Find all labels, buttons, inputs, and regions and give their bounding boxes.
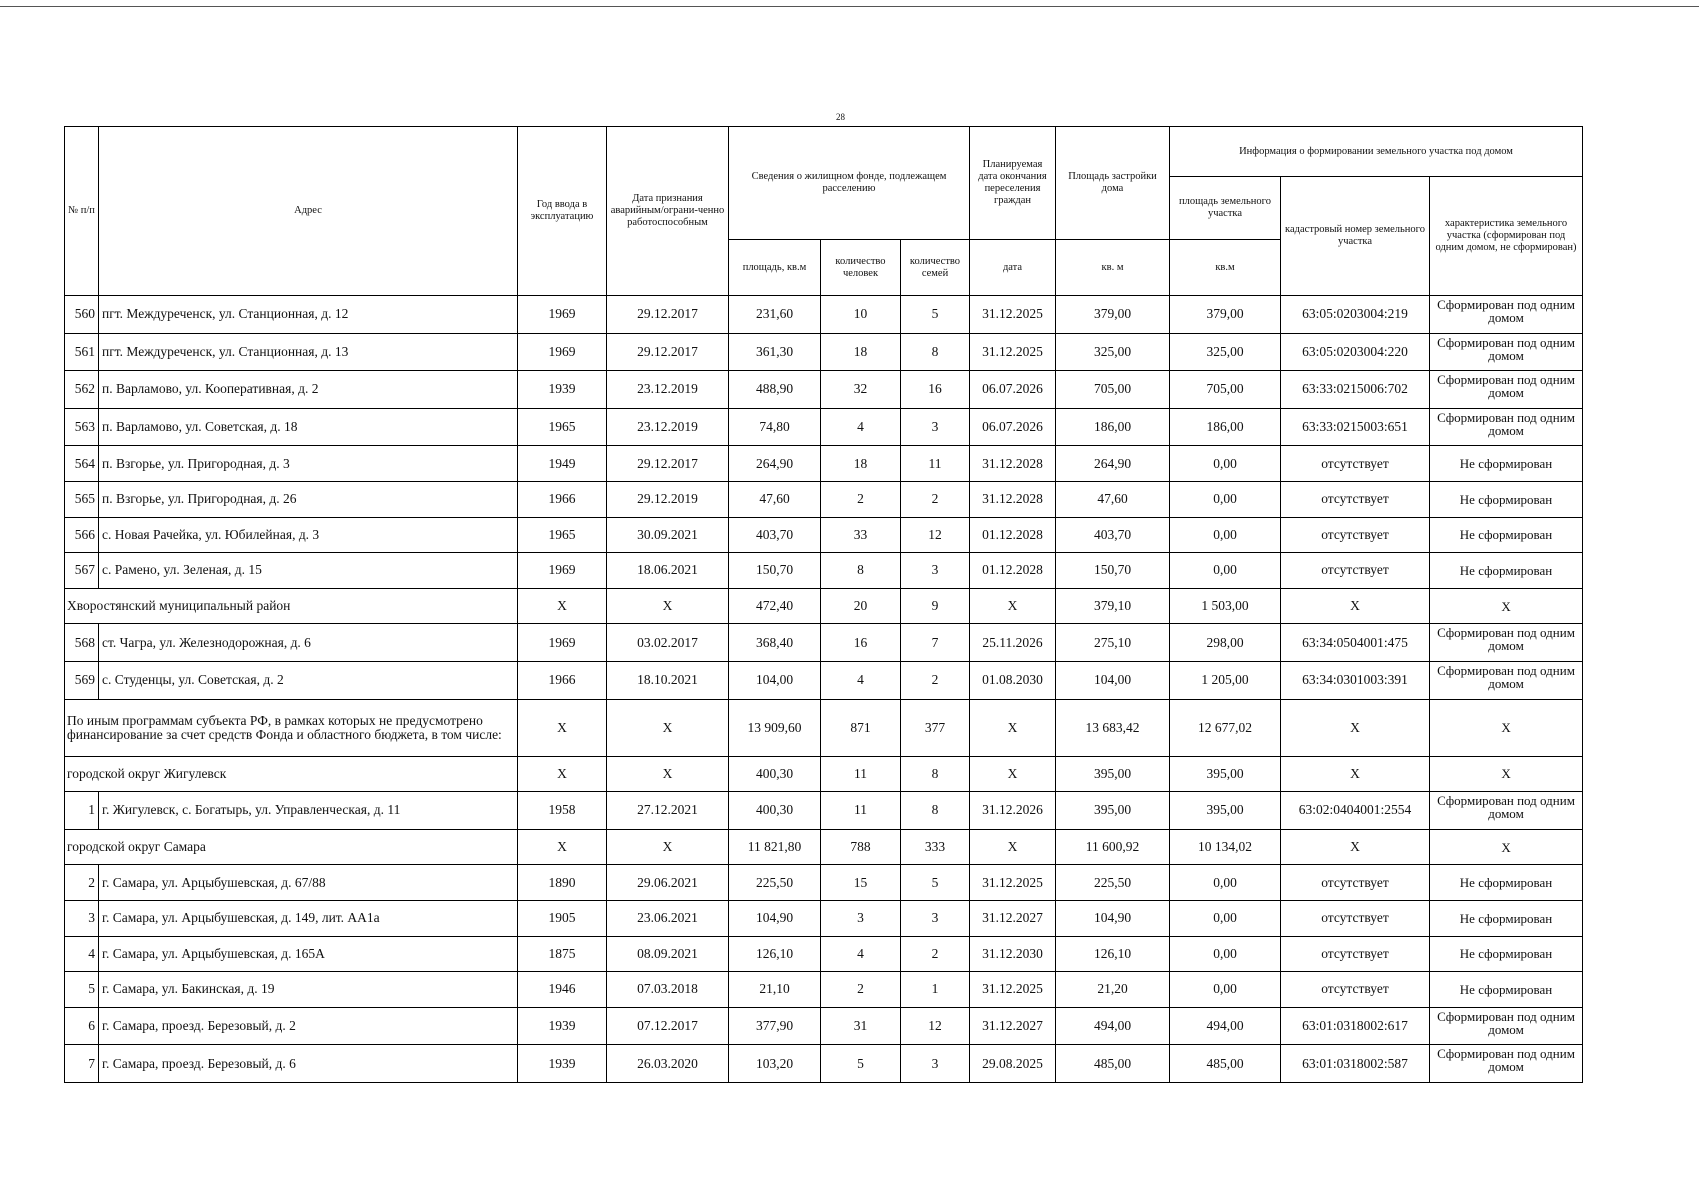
table-row	[65, 792, 1583, 830]
planned-date-cell: 31.12.2030	[970, 936, 1056, 972]
address-cell: п. Взгорье, ул. Пригородная, д. 26	[99, 481, 518, 517]
date-recognition-cell: 18.06.2021	[607, 553, 729, 589]
characteristic-cell: Сформирован под одним домом	[1430, 333, 1583, 371]
year-cell: 1949	[518, 446, 607, 482]
year-cell: X	[518, 699, 607, 756]
row-number: 565	[65, 481, 99, 517]
area-cell: 150,70	[729, 553, 821, 589]
characteristic-cell: Сформирован под одним домом	[1430, 792, 1583, 830]
cadastral-cell: X	[1281, 588, 1430, 624]
year-cell: 1939	[518, 1007, 607, 1045]
address-cell: п. Взгорье, ул. Пригородная, д. 3	[99, 446, 518, 482]
families-cell: 12	[901, 517, 970, 553]
building-area-cell: 275,10	[1056, 624, 1170, 662]
families-cell: 5	[901, 865, 970, 901]
families-cell: 8	[901, 792, 970, 830]
area-cell: 225,50	[729, 865, 821, 901]
land-area-cell: 0,00	[1170, 936, 1281, 972]
area-cell: 400,30	[729, 792, 821, 830]
address-cell: ст. Чагра, ул. Железнодорожная, д. 6	[99, 624, 518, 662]
year-cell: 1969	[518, 624, 607, 662]
date-recognition-cell: 07.12.2017	[607, 1007, 729, 1045]
header-families: количество семей	[901, 240, 970, 296]
people-cell: 5	[821, 1045, 901, 1083]
row-number: 568	[65, 624, 99, 662]
building-area-cell: 395,00	[1056, 792, 1170, 830]
table-header	[65, 127, 1583, 296]
planned-date-cell: 31.12.2028	[970, 446, 1056, 482]
year-cell: X	[518, 756, 607, 792]
building-area-cell: 11 600,92	[1056, 829, 1170, 865]
area-cell: 472,40	[729, 588, 821, 624]
cadastral-cell: отсутствует	[1281, 517, 1430, 553]
planned-date-cell: 25.11.2026	[970, 624, 1056, 662]
cadastral-cell: X	[1281, 699, 1430, 756]
year-cell: 1875	[518, 936, 607, 972]
characteristic-cell: Сформирован под одним домом	[1430, 371, 1583, 409]
cadastral-cell: отсутствует	[1281, 900, 1430, 936]
year-cell: 1969	[518, 333, 607, 371]
characteristic-cell: Сформирован под одним домом	[1430, 296, 1583, 334]
people-cell: 18	[821, 333, 901, 371]
people-cell: 18	[821, 446, 901, 482]
row-number: 562	[65, 371, 99, 409]
area-cell: 488,90	[729, 371, 821, 409]
cadastral-cell: 63:01:0318002:617	[1281, 1007, 1430, 1045]
planned-date-cell: 06.07.2026	[970, 408, 1056, 446]
families-cell: 2	[901, 936, 970, 972]
cadastral-cell: 63:01:0318002:587	[1281, 1045, 1430, 1083]
characteristic-cell: X	[1430, 699, 1583, 756]
planned-date-cell: X	[970, 699, 1056, 756]
address-cell: п. Варламово, ул. Советская, д. 18	[99, 408, 518, 446]
building-area-cell: 104,00	[1056, 661, 1170, 699]
families-cell: 2	[901, 481, 970, 517]
table-row	[65, 408, 1583, 446]
cadastral-cell: 63:05:0203004:219	[1281, 296, 1430, 334]
row-number: 1	[65, 792, 99, 830]
land-area-cell: 12 677,02	[1170, 699, 1281, 756]
section-row	[65, 756, 1583, 792]
area-cell: 103,20	[729, 1045, 821, 1083]
families-cell: 1	[901, 972, 970, 1008]
section-label: По иным программам субъекта РФ, в рамках которых не предусмотрено финансирование за счет средств Фонда и областного бюджета, в том числе:	[65, 699, 518, 756]
people-cell: 3	[821, 900, 901, 936]
people-cell: 2	[821, 481, 901, 517]
row-number: 560	[65, 296, 99, 334]
address-cell: г. Самара, ул. Арцыбушевская, д. 165А	[99, 936, 518, 972]
row-number: 566	[65, 517, 99, 553]
date-recognition-cell: 29.12.2017	[607, 446, 729, 482]
land-area-cell: 1 503,00	[1170, 588, 1281, 624]
section-row	[65, 829, 1583, 865]
building-area-cell: 379,10	[1056, 588, 1170, 624]
cadastral-cell: отсутствует	[1281, 553, 1430, 589]
year-cell: 1905	[518, 900, 607, 936]
characteristic-cell: Не сформирован	[1430, 936, 1583, 972]
row-number: 7	[65, 1045, 99, 1083]
table-row	[65, 972, 1583, 1008]
address-cell: с. Рамено, ул. Зеленая, д. 15	[99, 553, 518, 589]
families-cell: 3	[901, 408, 970, 446]
building-area-cell: 403,70	[1056, 517, 1170, 553]
people-cell: 8	[821, 553, 901, 589]
planned-date-cell: 31.12.2026	[970, 792, 1056, 830]
row-number: 6	[65, 1007, 99, 1045]
header-land-unit: кв.м	[1170, 240, 1281, 296]
planned-date-cell: X	[970, 756, 1056, 792]
date-recognition-cell: 23.06.2021	[607, 900, 729, 936]
table-row	[65, 517, 1583, 553]
area-cell: 104,90	[729, 900, 821, 936]
planned-date-cell: 31.12.2025	[970, 865, 1056, 901]
planned-date-cell: 31.12.2025	[970, 972, 1056, 1008]
characteristic-cell: Не сформирован	[1430, 900, 1583, 936]
land-area-cell: 10 134,02	[1170, 829, 1281, 865]
header-date-recognition: Дата признания аварийным/ограни-ченно работоспособным	[607, 127, 729, 296]
area-cell: 368,40	[729, 624, 821, 662]
year-cell: 1969	[518, 296, 607, 334]
families-cell: 5	[901, 296, 970, 334]
row-number: 563	[65, 408, 99, 446]
cadastral-cell: 63:33:0215006:702	[1281, 371, 1430, 409]
address-cell: с. Новая Рачейка, ул. Юбилейная, д. 3	[99, 517, 518, 553]
characteristic-cell: Сформирован под одним домом	[1430, 408, 1583, 446]
characteristic-cell: X	[1430, 756, 1583, 792]
table-row	[65, 1045, 1583, 1083]
section-label: городской округ Жигулевск	[65, 756, 518, 792]
date-recognition-cell: X	[607, 756, 729, 792]
land-area-cell: 705,00	[1170, 371, 1281, 409]
characteristic-cell: Не сформирован	[1430, 553, 1583, 589]
address-cell: г. Самара, проезд. Березовый, д. 2	[99, 1007, 518, 1045]
families-cell: 377	[901, 699, 970, 756]
planned-date-cell: 31.12.2027	[970, 1007, 1056, 1045]
families-cell: 3	[901, 900, 970, 936]
row-number: 569	[65, 661, 99, 699]
land-area-cell: 0,00	[1170, 517, 1281, 553]
building-area-cell: 126,10	[1056, 936, 1170, 972]
people-cell: 11	[821, 792, 901, 830]
people-cell: 16	[821, 624, 901, 662]
families-cell: 8	[901, 333, 970, 371]
cadastral-cell: 63:34:0301003:391	[1281, 661, 1430, 699]
year-cell: X	[518, 588, 607, 624]
header-year: Год ввода в эксплуатацию	[518, 127, 607, 296]
row-number: 3	[65, 900, 99, 936]
families-cell: 3	[901, 1045, 970, 1083]
characteristic-cell: X	[1430, 588, 1583, 624]
land-area-cell: 395,00	[1170, 792, 1281, 830]
date-recognition-cell: 30.09.2021	[607, 517, 729, 553]
building-area-cell: 21,20	[1056, 972, 1170, 1008]
area-cell: 403,70	[729, 517, 821, 553]
planned-date-cell: 01.12.2028	[970, 517, 1056, 553]
building-area-cell: 186,00	[1056, 408, 1170, 446]
date-recognition-cell: 07.03.2018	[607, 972, 729, 1008]
date-recognition-cell: 08.09.2021	[607, 936, 729, 972]
families-cell: 16	[901, 371, 970, 409]
row-number: 567	[65, 553, 99, 589]
building-area-cell: 264,90	[1056, 446, 1170, 482]
address-cell: п. Варламово, ул. Кооперативная, д. 2	[99, 371, 518, 409]
families-cell: 333	[901, 829, 970, 865]
table-body	[65, 296, 1583, 1083]
area-cell: 400,30	[729, 756, 821, 792]
row-number: 561	[65, 333, 99, 371]
building-area-cell: 705,00	[1056, 371, 1170, 409]
year-cell: 1939	[518, 371, 607, 409]
cadastral-cell: X	[1281, 829, 1430, 865]
people-cell: 10	[821, 296, 901, 334]
area-cell: 74,80	[729, 408, 821, 446]
row-number: 2	[65, 865, 99, 901]
header-characteristic: характеристика земельного участка (сформирован под одним домом, не сформирован)	[1430, 177, 1583, 296]
resettlement-table	[64, 126, 1583, 1083]
header-date: дата	[970, 240, 1056, 296]
header-building-unit: кв. м	[1056, 240, 1170, 296]
characteristic-cell: Не сформирован	[1430, 972, 1583, 1008]
date-recognition-cell: X	[607, 699, 729, 756]
land-area-cell: 485,00	[1170, 1045, 1281, 1083]
building-area-cell: 395,00	[1056, 756, 1170, 792]
header-area-sqm: площадь, кв.м	[729, 240, 821, 296]
families-cell: 11	[901, 446, 970, 482]
page-number: 28	[836, 112, 845, 122]
cadastral-cell: 63:34:0504001:475	[1281, 624, 1430, 662]
planned-date-cell: 01.12.2028	[970, 553, 1056, 589]
land-area-cell: 325,00	[1170, 333, 1281, 371]
characteristic-cell: Сформирован под одним домом	[1430, 1007, 1583, 1045]
planned-date-cell: 01.08.2030	[970, 661, 1056, 699]
address-cell: с. Студенцы, ул. Советская, д. 2	[99, 661, 518, 699]
header-address: Адрес	[99, 127, 518, 296]
table-row	[65, 661, 1583, 699]
table-row	[65, 624, 1583, 662]
building-area-cell: 47,60	[1056, 481, 1170, 517]
date-recognition-cell: 03.02.2017	[607, 624, 729, 662]
date-recognition-cell: X	[607, 588, 729, 624]
table-row	[65, 371, 1583, 409]
land-area-cell: 298,00	[1170, 624, 1281, 662]
area-cell: 47,60	[729, 481, 821, 517]
cadastral-cell: отсутствует	[1281, 446, 1430, 482]
date-recognition-cell: 29.06.2021	[607, 865, 729, 901]
year-cell: 1958	[518, 792, 607, 830]
people-cell: 20	[821, 588, 901, 624]
families-cell: 7	[901, 624, 970, 662]
cadastral-cell: X	[1281, 756, 1430, 792]
cadastral-cell: отсутствует	[1281, 972, 1430, 1008]
planned-date-cell: 31.12.2025	[970, 333, 1056, 371]
year-cell: 1890	[518, 865, 607, 901]
land-area-cell: 0,00	[1170, 481, 1281, 517]
section-row	[65, 699, 1583, 756]
table-row	[65, 333, 1583, 371]
row-number: 564	[65, 446, 99, 482]
land-area-cell: 379,00	[1170, 296, 1281, 334]
date-recognition-cell: 23.12.2019	[607, 371, 729, 409]
people-cell: 32	[821, 371, 901, 409]
table-row	[65, 446, 1583, 482]
year-cell: 1966	[518, 481, 607, 517]
families-cell: 2	[901, 661, 970, 699]
year-cell: 1946	[518, 972, 607, 1008]
planned-date-cell: 06.07.2026	[970, 371, 1056, 409]
cadastral-cell: отсутствует	[1281, 865, 1430, 901]
address-cell: г. Жигулевск, с. Богатырь, ул. Управленческая, д. 11	[99, 792, 518, 830]
families-cell: 12	[901, 1007, 970, 1045]
people-cell: 4	[821, 661, 901, 699]
land-area-cell: 0,00	[1170, 900, 1281, 936]
land-area-cell: 0,00	[1170, 972, 1281, 1008]
characteristic-cell: Сформирован под одним домом	[1430, 624, 1583, 662]
building-area-cell: 325,00	[1056, 333, 1170, 371]
date-recognition-cell: 23.12.2019	[607, 408, 729, 446]
people-cell: 11	[821, 756, 901, 792]
area-cell: 11 821,80	[729, 829, 821, 865]
area-cell: 21,10	[729, 972, 821, 1008]
planned-date-cell: 29.08.2025	[970, 1045, 1056, 1083]
year-cell: 1939	[518, 1045, 607, 1083]
table-row	[65, 900, 1583, 936]
people-cell: 2	[821, 972, 901, 1008]
table-row	[65, 1007, 1583, 1045]
land-area-cell: 0,00	[1170, 865, 1281, 901]
area-cell: 13 909,60	[729, 699, 821, 756]
building-area-cell: 104,90	[1056, 900, 1170, 936]
cadastral-cell: 63:05:0203004:220	[1281, 333, 1430, 371]
people-cell: 15	[821, 865, 901, 901]
section-label: городской округ Самара	[65, 829, 518, 865]
address-cell: г. Самара, ул. Арцыбушевская, д. 149, лит. АА1а	[99, 900, 518, 936]
address-cell: г. Самара, ул. Бакинская, д. 19	[99, 972, 518, 1008]
building-area-cell: 494,00	[1056, 1007, 1170, 1045]
address-cell: пгт. Междуреченск, ул. Станционная, д. 13	[99, 333, 518, 371]
area-cell: 361,30	[729, 333, 821, 371]
land-area-cell: 0,00	[1170, 553, 1281, 589]
address-cell: пгт. Междуреченск, ул. Станционная, д. 12	[99, 296, 518, 334]
cadastral-cell: 63:33:0215003:651	[1281, 408, 1430, 446]
year-cell: 1965	[518, 408, 607, 446]
year-cell: X	[518, 829, 607, 865]
people-cell: 788	[821, 829, 901, 865]
header-housing-group: Сведения о жилищном фонде, подлежащем расселению	[729, 127, 970, 240]
people-cell: 871	[821, 699, 901, 756]
building-area-cell: 485,00	[1056, 1045, 1170, 1083]
characteristic-cell: Не сформирован	[1430, 481, 1583, 517]
cadastral-cell: 63:02:0404001:2554	[1281, 792, 1430, 830]
area-cell: 104,00	[729, 661, 821, 699]
header-land-group: Информация о формировании земельного участка под домом	[1170, 127, 1583, 177]
land-area-cell: 494,00	[1170, 1007, 1281, 1045]
planned-date-cell: X	[970, 829, 1056, 865]
section-label: Хворостянский муниципальный район	[65, 588, 518, 624]
families-cell: 3	[901, 553, 970, 589]
building-area-cell: 150,70	[1056, 553, 1170, 589]
characteristic-cell: X	[1430, 829, 1583, 865]
land-area-cell: 1 205,00	[1170, 661, 1281, 699]
cadastral-cell: отсутствует	[1281, 936, 1430, 972]
table-row	[65, 296, 1583, 334]
area-cell: 126,10	[729, 936, 821, 972]
date-recognition-cell: 18.10.2021	[607, 661, 729, 699]
families-cell: 9	[901, 588, 970, 624]
families-cell: 8	[901, 756, 970, 792]
row-number: 5	[65, 972, 99, 1008]
building-area-cell: 13 683,42	[1056, 699, 1170, 756]
land-area-cell: 186,00	[1170, 408, 1281, 446]
year-cell: 1966	[518, 661, 607, 699]
cadastral-cell: отсутствует	[1281, 481, 1430, 517]
characteristic-cell: Не сформирован	[1430, 446, 1583, 482]
area-cell: 377,90	[729, 1007, 821, 1045]
planned-date-cell: X	[970, 588, 1056, 624]
table-row	[65, 553, 1583, 589]
building-area-cell: 225,50	[1056, 865, 1170, 901]
header-cadastral: кадастровый номер земельного участка	[1281, 177, 1430, 296]
header-people: количество человек	[821, 240, 901, 296]
land-area-cell: 395,00	[1170, 756, 1281, 792]
date-recognition-cell: 29.12.2019	[607, 481, 729, 517]
date-recognition-cell: X	[607, 829, 729, 865]
header-building-area: Площадь застройки дома	[1056, 127, 1170, 240]
year-cell: 1969	[518, 553, 607, 589]
area-cell: 231,60	[729, 296, 821, 334]
header-num: № п/п	[65, 127, 99, 296]
address-cell: г. Самара, проезд. Березовый, д. 6	[99, 1045, 518, 1083]
people-cell: 33	[821, 517, 901, 553]
building-area-cell: 379,00	[1056, 296, 1170, 334]
people-cell: 4	[821, 936, 901, 972]
people-cell: 4	[821, 408, 901, 446]
date-recognition-cell: 29.12.2017	[607, 333, 729, 371]
header-planned-date: Планируемая дата окончания переселения граждан	[970, 127, 1056, 240]
planned-date-cell: 31.12.2025	[970, 296, 1056, 334]
planned-date-cell: 31.12.2027	[970, 900, 1056, 936]
year-cell: 1965	[518, 517, 607, 553]
characteristic-cell: Не сформирован	[1430, 517, 1583, 553]
address-cell: г. Самара, ул. Арцыбушевская, д. 67/88	[99, 865, 518, 901]
date-recognition-cell: 27.12.2021	[607, 792, 729, 830]
characteristic-cell: Не сформирован	[1430, 865, 1583, 901]
characteristic-cell: Сформирован под одним домом	[1430, 1045, 1583, 1083]
top-border-line	[0, 6, 1699, 7]
row-number: 4	[65, 936, 99, 972]
people-cell: 31	[821, 1007, 901, 1045]
planned-date-cell: 31.12.2028	[970, 481, 1056, 517]
table-row	[65, 481, 1583, 517]
area-cell: 264,90	[729, 446, 821, 482]
table-row	[65, 865, 1583, 901]
characteristic-cell: Сформирован под одним домом	[1430, 661, 1583, 699]
date-recognition-cell: 26.03.2020	[607, 1045, 729, 1083]
section-row	[65, 588, 1583, 624]
header-land-area: площадь земельного участка	[1170, 177, 1281, 240]
land-area-cell: 0,00	[1170, 446, 1281, 482]
date-recognition-cell: 29.12.2017	[607, 296, 729, 334]
table-row	[65, 936, 1583, 972]
